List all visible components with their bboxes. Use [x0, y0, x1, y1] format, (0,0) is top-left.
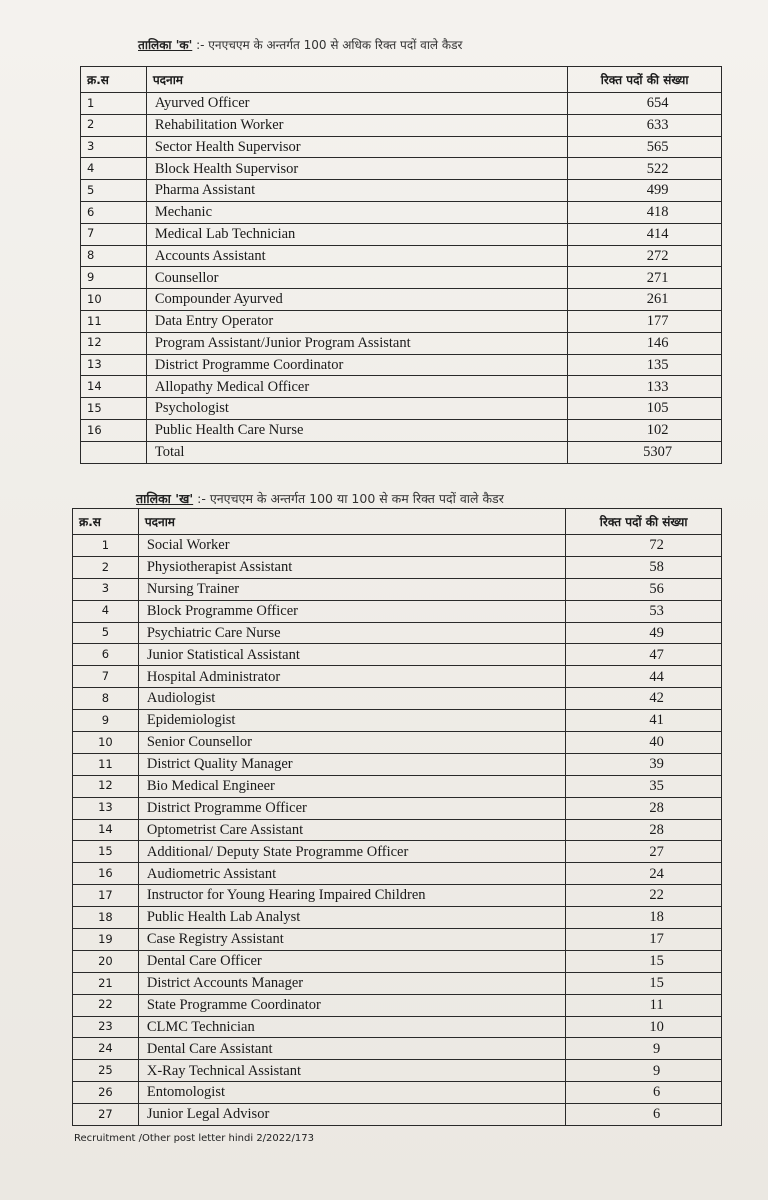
- document-reference-footer: Recruitment /Other post letter hindi 2/2022/173: [74, 1133, 314, 1144]
- serial-number-cell: 27: [73, 1104, 139, 1126]
- serial-number-cell: 20: [73, 950, 139, 972]
- vacancy-count-cell: 15: [566, 972, 722, 994]
- post-name-cell: Total: [146, 441, 567, 463]
- vacancy-count-cell: 72: [566, 535, 722, 557]
- post-name-cell: District Programme Coordinator: [146, 354, 567, 376]
- table-row: [73, 732, 722, 754]
- post-name-cell: Sector Health Supervisor: [146, 136, 567, 158]
- vacancy-count-cell: 102: [568, 419, 722, 441]
- serial-number-cell: 9: [81, 267, 147, 289]
- vacancy-count-cell: 565: [568, 136, 722, 158]
- post-name-cell: Epidemiologist: [138, 710, 565, 732]
- vacancy-count-cell: 49: [566, 622, 722, 644]
- post-name-cell: Nursing Trainer: [138, 578, 565, 600]
- post-name-cell: Additional/ Deputy State Programme Officer: [138, 841, 565, 863]
- post-name-cell: Allopathy Medical Officer: [146, 376, 567, 398]
- table-row: [73, 994, 722, 1016]
- table-row: [73, 775, 722, 797]
- vacancy-count-cell: 9: [566, 1038, 722, 1060]
- serial-number-cell: 15: [73, 841, 139, 863]
- serial-number-cell: 6: [73, 644, 139, 666]
- table-row: [73, 1016, 722, 1038]
- post-name-cell: Public Health Care Nurse: [146, 419, 567, 441]
- table-row: [81, 201, 722, 223]
- post-name-cell: Junior Statistical Assistant: [138, 644, 565, 666]
- post-name-cell: Public Health Lab Analyst: [138, 907, 565, 929]
- table-row: [81, 180, 722, 202]
- table-row: [73, 907, 722, 929]
- serial-number-cell: 8: [73, 688, 139, 710]
- post-name-cell: Pharma Assistant: [146, 180, 567, 202]
- serial-number-cell: 12: [81, 332, 147, 354]
- table-row: [81, 332, 722, 354]
- table-header-row: [81, 67, 722, 93]
- serial-number-cell: 2: [73, 556, 139, 578]
- vacancy-count-cell: 6: [566, 1082, 722, 1104]
- post-name-cell: Entomologist: [138, 1082, 565, 1104]
- header-vacancy-count: रिक्त पदों की संख्या: [566, 509, 722, 535]
- serial-number-cell: 12: [73, 775, 139, 797]
- table-row: [73, 1104, 722, 1126]
- serial-number-cell: 13: [73, 797, 139, 819]
- table2-caption-text: :- एनएचएम के अन्तर्गत 100 या 100 से कम रिक्त पदों वाले कैडर: [197, 491, 504, 506]
- post-name-cell: Hospital Administrator: [138, 666, 565, 688]
- header-post-name: पदनाम: [146, 67, 567, 93]
- serial-number-cell: 11: [81, 310, 147, 332]
- table-row: [73, 710, 722, 732]
- table-row: [73, 841, 722, 863]
- table-row: [73, 1082, 722, 1104]
- post-name-cell: Audiologist: [138, 688, 565, 710]
- table-row: [81, 441, 722, 463]
- vacancy-table-over-100: [80, 66, 722, 464]
- post-name-cell: Mechanic: [146, 201, 567, 223]
- vacancy-count-cell: 135: [568, 354, 722, 376]
- vacancy-count-cell: 40: [566, 732, 722, 754]
- serial-number-cell: 22: [73, 994, 139, 1016]
- serial-number-cell: 11: [73, 753, 139, 775]
- table-row: [81, 354, 722, 376]
- post-name-cell: Bio Medical Engineer: [138, 775, 565, 797]
- post-name-cell: District Programme Officer: [138, 797, 565, 819]
- serial-number-cell: 1: [73, 535, 139, 557]
- vacancy-count-cell: 28: [566, 797, 722, 819]
- vacancy-count-cell: 261: [568, 289, 722, 311]
- post-name-cell: Program Assistant/Junior Program Assistant: [146, 332, 567, 354]
- table1-body: [81, 93, 722, 464]
- serial-number-cell: [81, 441, 147, 463]
- table1-caption: [138, 36, 462, 53]
- vacancy-count-cell: 9: [566, 1060, 722, 1082]
- serial-number-cell: 5: [81, 180, 147, 202]
- serial-number-cell: 26: [73, 1082, 139, 1104]
- header-serial: क्र.स: [73, 509, 139, 535]
- header-post-name: पदनाम: [138, 509, 565, 535]
- table-row: [73, 1060, 722, 1082]
- table-row: [81, 158, 722, 180]
- serial-number-cell: 19: [73, 929, 139, 951]
- vacancy-count-cell: 271: [568, 267, 722, 289]
- table-row: [73, 753, 722, 775]
- serial-number-cell: 10: [81, 289, 147, 311]
- vacancy-count-cell: 28: [566, 819, 722, 841]
- table-row: [81, 114, 722, 136]
- table-row: [81, 267, 722, 289]
- vacancy-count-cell: 146: [568, 332, 722, 354]
- post-name-cell: Senior Counsellor: [138, 732, 565, 754]
- table-row: [73, 929, 722, 951]
- post-name-cell: Junior Legal Advisor: [138, 1104, 565, 1126]
- serial-number-cell: 6: [81, 201, 147, 223]
- post-name-cell: Audiometric Assistant: [138, 863, 565, 885]
- table-row: [73, 885, 722, 907]
- post-name-cell: Block Health Supervisor: [146, 158, 567, 180]
- header-serial: क्र.स: [81, 67, 147, 93]
- table-row: [73, 688, 722, 710]
- post-name-cell: Compounder Ayurved: [146, 289, 567, 311]
- serial-number-cell: 24: [73, 1038, 139, 1060]
- table-row: [81, 223, 722, 245]
- vacancy-count-cell: 5307: [568, 441, 722, 463]
- table-row: [73, 535, 722, 557]
- table-row: [81, 245, 722, 267]
- vacancy-count-cell: 17: [566, 929, 722, 951]
- vacancy-count-cell: 39: [566, 753, 722, 775]
- serial-number-cell: 2: [81, 114, 147, 136]
- serial-number-cell: 7: [81, 223, 147, 245]
- vacancy-count-cell: 56: [566, 578, 722, 600]
- serial-number-cell: 25: [73, 1060, 139, 1082]
- vacancy-count-cell: 47: [566, 644, 722, 666]
- serial-number-cell: 18: [73, 907, 139, 929]
- post-name-cell: Case Registry Assistant: [138, 929, 565, 951]
- vacancy-count-cell: 418: [568, 201, 722, 223]
- table2-caption: [136, 490, 504, 507]
- table-row: [81, 289, 722, 311]
- post-name-cell: Optometrist Care Assistant: [138, 819, 565, 841]
- serial-number-cell: 14: [81, 376, 147, 398]
- vacancy-count-cell: 105: [568, 398, 722, 420]
- vacancy-count-cell: 41: [566, 710, 722, 732]
- post-name-cell: Counsellor: [146, 267, 567, 289]
- post-name-cell: Instructor for Young Hearing Impaired Children: [138, 885, 565, 907]
- table-row: [73, 600, 722, 622]
- post-name-cell: Dental Care Officer: [138, 950, 565, 972]
- serial-number-cell: 7: [73, 666, 139, 688]
- post-name-cell: Data Entry Operator: [146, 310, 567, 332]
- vacancy-count-cell: 27: [566, 841, 722, 863]
- table-row: [81, 93, 722, 115]
- vacancy-count-cell: 35: [566, 775, 722, 797]
- serial-number-cell: 13: [81, 354, 147, 376]
- post-name-cell: Block Programme Officer: [138, 600, 565, 622]
- table-row: [81, 310, 722, 332]
- serial-number-cell: 16: [73, 863, 139, 885]
- serial-number-cell: 23: [73, 1016, 139, 1038]
- serial-number-cell: 15: [81, 398, 147, 420]
- vacancy-count-cell: 53: [566, 600, 722, 622]
- vacancy-count-cell: 499: [568, 180, 722, 202]
- serial-number-cell: 3: [73, 578, 139, 600]
- vacancy-count-cell: 654: [568, 93, 722, 115]
- vacancy-count-cell: 633: [568, 114, 722, 136]
- table-header-row: [73, 509, 722, 535]
- vacancy-count-cell: 177: [568, 310, 722, 332]
- serial-number-cell: 5: [73, 622, 139, 644]
- table-row: [81, 419, 722, 441]
- serial-number-cell: 17: [73, 885, 139, 907]
- vacancy-count-cell: 42: [566, 688, 722, 710]
- table-row: [73, 972, 722, 994]
- vacancy-count-cell: 18: [566, 907, 722, 929]
- table-row: [73, 622, 722, 644]
- post-name-cell: District Accounts Manager: [138, 972, 565, 994]
- table-row: [73, 644, 722, 666]
- header-vacancy-count: रिक्त पदों की संख्या: [568, 67, 722, 93]
- vacancy-count-cell: 15: [566, 950, 722, 972]
- vacancy-count-cell: 11: [566, 994, 722, 1016]
- table2-body: [73, 535, 722, 1126]
- post-name-cell: Ayurved Officer: [146, 93, 567, 115]
- post-name-cell: Social Worker: [138, 535, 565, 557]
- vacancy-count-cell: 22: [566, 885, 722, 907]
- table-row: [73, 578, 722, 600]
- post-name-cell: Physiotherapist Assistant: [138, 556, 565, 578]
- serial-number-cell: 4: [73, 600, 139, 622]
- vacancy-count-cell: 522: [568, 158, 722, 180]
- post-name-cell: Dental Care Assistant: [138, 1038, 565, 1060]
- vacancy-count-cell: 58: [566, 556, 722, 578]
- table1-caption-label: तालिका 'क': [138, 38, 193, 52]
- serial-number-cell: 1: [81, 93, 147, 115]
- serial-number-cell: 14: [73, 819, 139, 841]
- vacancy-count-cell: 24: [566, 863, 722, 885]
- vacancy-count-cell: 44: [566, 666, 722, 688]
- table-row: [73, 797, 722, 819]
- post-name-cell: Accounts Assistant: [146, 245, 567, 267]
- post-name-cell: Psychologist: [146, 398, 567, 420]
- table-row: [81, 398, 722, 420]
- post-name-cell: State Programme Coordinator: [138, 994, 565, 1016]
- table-row: [73, 666, 722, 688]
- serial-number-cell: 3: [81, 136, 147, 158]
- table2-caption-label: तालिका 'ख': [136, 491, 194, 506]
- vacancy-table-100-or-less: [72, 508, 722, 1126]
- serial-number-cell: 4: [81, 158, 147, 180]
- table1-caption-text: :- एनएचएम के अन्तर्गत 100 से अधिक रिक्त पदों वाले कैडर: [196, 38, 463, 52]
- serial-number-cell: 10: [73, 732, 139, 754]
- vacancy-count-cell: 133: [568, 376, 722, 398]
- table-row: [73, 950, 722, 972]
- table-row: [81, 136, 722, 158]
- table-row: [73, 819, 722, 841]
- post-name-cell: CLMC Technician: [138, 1016, 565, 1038]
- table-row: [73, 863, 722, 885]
- table-row: [73, 556, 722, 578]
- table-row: [81, 376, 722, 398]
- serial-number-cell: 16: [81, 419, 147, 441]
- vacancy-count-cell: 272: [568, 245, 722, 267]
- vacancy-count-cell: 414: [568, 223, 722, 245]
- post-name-cell: X-Ray Technical Assistant: [138, 1060, 565, 1082]
- post-name-cell: Medical Lab Technician: [146, 223, 567, 245]
- post-name-cell: District Quality Manager: [138, 753, 565, 775]
- serial-number-cell: 21: [73, 972, 139, 994]
- post-name-cell: Rehabilitation Worker: [146, 114, 567, 136]
- serial-number-cell: 8: [81, 245, 147, 267]
- vacancy-count-cell: 10: [566, 1016, 722, 1038]
- post-name-cell: Psychiatric Care Nurse: [138, 622, 565, 644]
- serial-number-cell: 9: [73, 710, 139, 732]
- vacancy-count-cell: 6: [566, 1104, 722, 1126]
- table-row: [73, 1038, 722, 1060]
